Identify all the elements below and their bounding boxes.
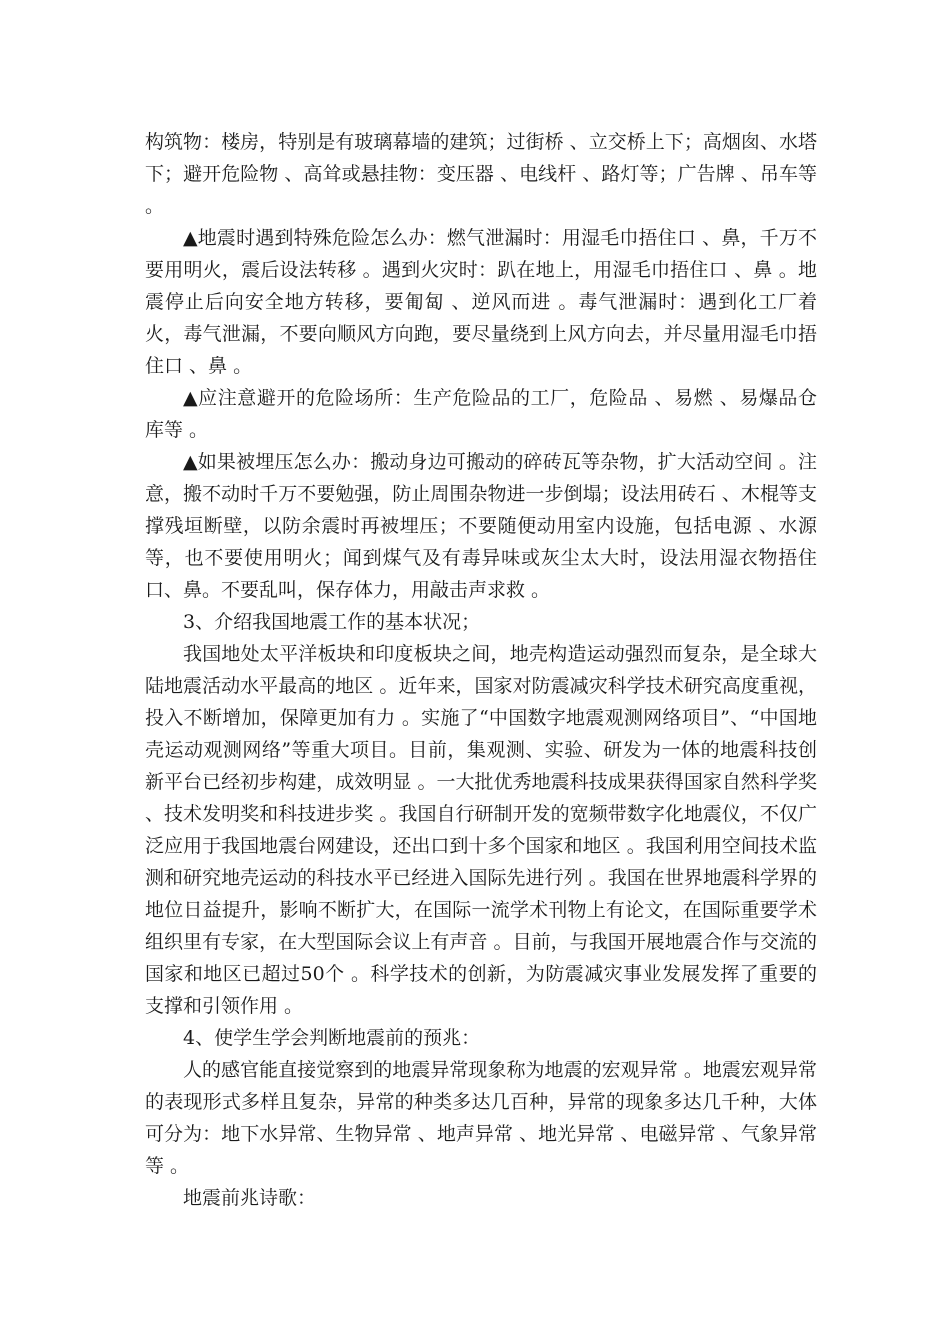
paragraph-building-hazards: 构筑物：楼房，特别是有玻璃幕墙的建筑；过街桥 、立交桥上下；高烟囱、水塔下；避开危险物 、高耸或悬挂物：变压器 、电线杆 、路灯等；广告牌 、吊车等 。 (145, 131, 817, 217)
paragraph-precursor-poem-heading: 地震前兆诗歌： (183, 1187, 317, 1209)
paragraph-dangerous-places: ▲应注意避开的危险场所：生产危险品的工厂，危险品 、易燃 、易爆品仓库等 。 (145, 387, 817, 441)
paragraph-if-buried: ▲如果被埋压怎么办：搬动身边可搬动的碎砖瓦等杂物，扩大活动空间 。注意，搬不动时千万不要勉强，防止周围杂物进一步倒塌；设法用砖石 、木棍等支撑残垣断壁，以防余震时再被埋压；不要随便动用室内设施，包括电源 、水源等，也不要使用明火；闻到煤气及有毒异味或灰尘太大时，设法用湿衣物捂住口、鼻。不要乱叫，保存体力，用敲击声求救 。 (145, 451, 817, 601)
paragraph-special-dangers: ▲地震时遇到特殊危险怎么办：燃气泄漏时：用湿毛巾捂住口 、鼻，千万不要用明火，震后设法转移 。遇到火灾时：趴在地上，用湿毛巾捂住口 、鼻 。地 震停止后向安全地方转移，要匍匐 、逆风而进 。毒气泄漏时：遇到化工厂着火，毒气泄漏，不要向顺风方向跑，要尽量绕到上风方向去，并尽量用湿毛巾捂住口 、鼻 。 (145, 227, 817, 377)
section-heading-3: 3、介绍我国地震工作的基本状况； (183, 611, 481, 633)
section-heading-4: 4、使学生学会判断地震前的预兆： (183, 1027, 481, 1049)
document-body (145, 126, 817, 1214)
paragraph-macro-anomalies: 人的感官能直接觉察到的地震异常现象称为地震的宏观异常 。地震宏观异常的表现形式多样且复杂，异常的种类多达几百种，异常的现象多达几千种，大体可分为：地下水异常、生物异常 、地声异常 、地光异常 、电磁异常 、气象异常等 。 (145, 1059, 817, 1177)
paragraph-china-earthquake-work: 我国地处太平洋板块和印度板块之间，地壳构造运动强烈而复杂，是全球大陆地震活动水平最高的地区 。近年来，国家对防震减灾科学技术研究高度重视，投入不断增加，保障更加有力 。实施了“中国数字地震观测网络项目”、“中国地壳运动观测网络”等重大项目。目前，集观测、实验、研发为一体的地震科技创新平台已经初步构建，成效明显 。一大批优秀地震科技成果获得国家自然科学奖 、技术发明奖和科技进步奖 。我国自行研制开发的宽频带数字化地震仪，不仅广泛应用于我国地震台网建设，还出口到十多个国家和地区 。我国利用空间技术监测和研究地壳运动的科技水平已经进入国际先进行列 。我国在世界地震科学界的地位日益提升，影响不断扩大，在国际一流学术刊物上有论文，在国际重要学术组织里有专家，在大型国际会议上有声音 。目前，与我国开展地震合作与交流的国家和地区已超过50个 。科学技术的创新，为防震减灾事业发展发挥了重要的支撑和引领作用 。 (145, 643, 817, 1017)
